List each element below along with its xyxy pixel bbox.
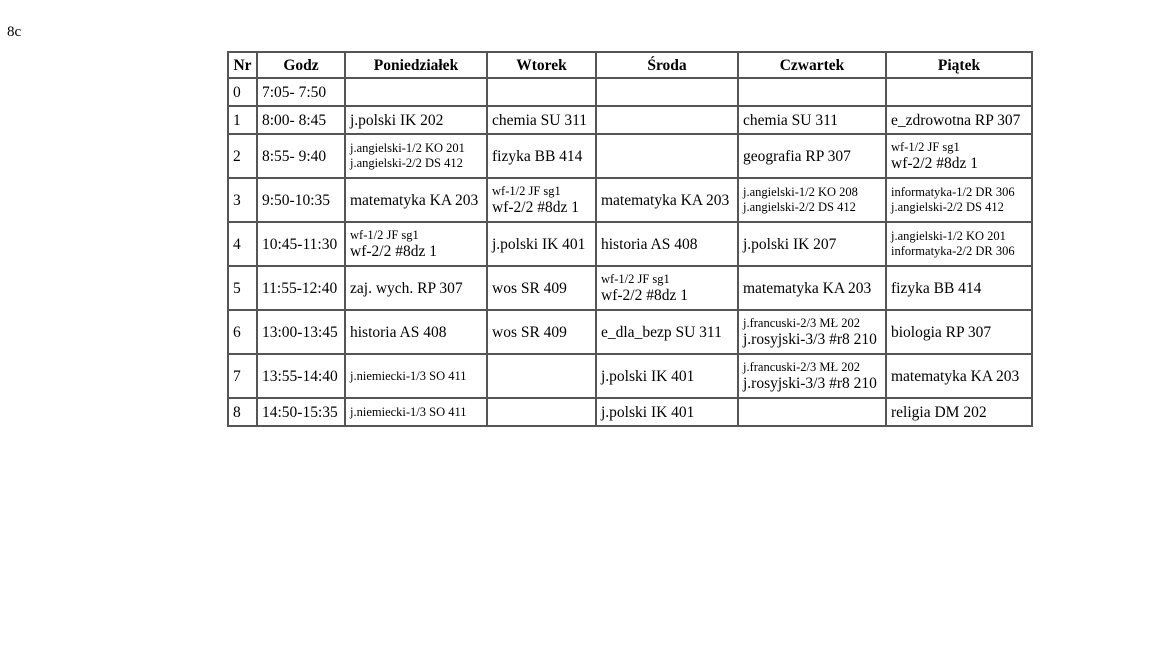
lesson-entry: fizyka BB 414 [891, 279, 982, 297]
table-row [228, 310, 1032, 354]
lesson-cell-piatek [886, 106, 1032, 134]
lesson-cell-poniedzialek [345, 178, 487, 222]
lesson-cell-wtorek [487, 266, 596, 310]
table-row [228, 134, 1032, 178]
timetable-body [228, 78, 1032, 426]
lesson-cell-sroda [596, 354, 738, 398]
lesson-entry: chemia SU 311 [743, 111, 838, 129]
lesson-cell-czwartek [738, 310, 886, 354]
lesson-time: 13:55-14:40 [257, 354, 345, 398]
lesson-entry: matematyka KA 203 [350, 191, 479, 209]
lesson-entry: j.francuski-2/3 MŁ 202 [743, 316, 860, 330]
lesson-cell-poniedzialek [345, 222, 487, 266]
lesson-entry: wf-1/2 JF sg1 [601, 272, 670, 286]
lesson-entry: informatyka-1/2 DR 306 [891, 185, 1015, 199]
lesson-time: 7:05- 7:50 [257, 78, 345, 106]
header-sroda: Środa [596, 52, 738, 78]
lesson-time: 10:45-11:30 [257, 222, 345, 266]
lesson-entry: j.niemiecki-1/3 SO 411 [350, 368, 467, 383]
lesson-entry: wf-2/2 #8dz 1 [891, 155, 978, 172]
lesson-cell-wtorek [487, 134, 596, 178]
lesson-entry: historia AS 408 [601, 235, 698, 253]
lesson-cell-piatek [886, 134, 1032, 178]
lesson-number: 8 [228, 398, 257, 426]
lesson-cell-sroda [596, 106, 738, 134]
lesson-cell-piatek [886, 398, 1032, 426]
lesson-entry: wf-2/2 #8dz 1 [601, 287, 688, 304]
lesson-entry: zaj. wych. RP 307 [350, 279, 463, 297]
lesson-time: 11:55-12:40 [257, 266, 345, 310]
lesson-entry: wf-1/2 JF sg1 [891, 140, 960, 154]
header-wtorek: Wtorek [487, 52, 596, 78]
lesson-entry: j.polski IK 401 [601, 403, 695, 421]
lesson-number: 1 [228, 106, 257, 134]
lesson-number: 0 [228, 78, 257, 106]
lesson-number: 2 [228, 134, 257, 178]
lesson-cell-sroda [596, 398, 738, 426]
lesson-cell-poniedzialek [345, 354, 487, 398]
lesson-entry: religia DM 202 [891, 403, 987, 421]
lesson-cell-sroda [596, 310, 738, 354]
lesson-entry: wf-1/2 JF sg1 [492, 184, 561, 198]
lesson-time: 13:00-13:45 [257, 310, 345, 354]
lesson-cell-poniedzialek [345, 266, 487, 310]
lesson-entry: historia AS 408 [350, 323, 447, 341]
header-row [228, 52, 1032, 78]
header-piatek: Piątek [886, 52, 1032, 78]
lesson-entry: j.francuski-2/3 MŁ 202 [743, 360, 860, 374]
lesson-entry: matematyka KA 203 [601, 191, 730, 209]
lesson-number: 5 [228, 266, 257, 310]
lesson-cell-poniedzialek [345, 134, 487, 178]
lesson-entry: e_dla_bezp SU 311 [601, 323, 722, 341]
lesson-cell-czwartek [738, 354, 886, 398]
table-row [228, 266, 1032, 310]
lesson-entry: wos SR 409 [492, 323, 567, 341]
lesson-cell-czwartek [738, 398, 886, 426]
lesson-entry: matematyka KA 203 [743, 279, 872, 297]
header-poniedzialek: Poniedziałek [345, 52, 487, 78]
lesson-cell-poniedzialek [345, 310, 487, 354]
timetable [227, 51, 1033, 427]
lesson-number: 4 [228, 222, 257, 266]
lesson-cell-wtorek [487, 178, 596, 222]
lesson-cell-czwartek [738, 78, 886, 106]
lesson-entry: wos SR 409 [492, 279, 567, 297]
lesson-entry: j.rosyjski-3/3 #r8 210 [743, 331, 877, 348]
lesson-cell-czwartek [738, 134, 886, 178]
lesson-entry: biologia RP 307 [891, 323, 992, 341]
lesson-cell-wtorek [487, 354, 596, 398]
lesson-entry: j.rosyjski-3/3 #r8 210 [743, 375, 877, 392]
lesson-cell-piatek [886, 266, 1032, 310]
lesson-cell-poniedzialek [345, 106, 487, 134]
lesson-entry: matematyka KA 203 [891, 367, 1020, 385]
table-row [228, 178, 1032, 222]
table-row [228, 398, 1032, 426]
lesson-entry: j.polski IK 401 [492, 235, 586, 253]
lesson-entry: informatyka-2/2 DR 306 [891, 244, 1015, 258]
lesson-cell-wtorek [487, 78, 596, 106]
lesson-cell-wtorek [487, 310, 596, 354]
table-row [228, 106, 1032, 134]
lesson-number: 6 [228, 310, 257, 354]
lesson-entry: j.angielski-2/2 DS 412 [743, 200, 856, 214]
header-nr: Nr [228, 52, 257, 78]
lesson-cell-sroda [596, 222, 738, 266]
lesson-cell-czwartek [738, 222, 886, 266]
lesson-entry: j.polski IK 401 [601, 367, 695, 385]
lesson-cell-czwartek [738, 178, 886, 222]
lesson-number: 3 [228, 178, 257, 222]
lesson-entry: j.angielski-2/2 DS 412 [350, 156, 463, 170]
lesson-entry: j.angielski-2/2 DS 412 [891, 200, 1004, 214]
class-title: 8c [7, 24, 22, 40]
lesson-time: 9:50-10:35 [257, 178, 345, 222]
lesson-entry: j.polski IK 202 [350, 111, 444, 129]
lesson-cell-wtorek [487, 106, 596, 134]
lesson-cell-sroda [596, 266, 738, 310]
lesson-entry: wf-1/2 JF sg1 [350, 228, 419, 242]
lesson-cell-poniedzialek [345, 398, 487, 426]
lesson-entry: j.niemiecki-1/3 SO 411 [350, 404, 467, 419]
lesson-cell-piatek [886, 222, 1032, 266]
lesson-cell-sroda [596, 134, 738, 178]
lesson-time: 14:50-15:35 [257, 398, 345, 426]
lesson-cell-czwartek [738, 106, 886, 134]
lesson-cell-piatek [886, 178, 1032, 222]
lesson-entry: e_zdrowotna RP 307 [891, 111, 1021, 129]
lesson-number: 7 [228, 354, 257, 398]
lesson-cell-poniedzialek [345, 78, 487, 106]
lesson-entry: fizyka BB 414 [492, 147, 583, 165]
lesson-cell-piatek [886, 354, 1032, 398]
lesson-entry: wf-2/2 #8dz 1 [492, 199, 579, 216]
lesson-entry: geografia RP 307 [743, 147, 851, 165]
lesson-time: 8:00- 8:45 [257, 106, 345, 134]
lesson-entry: j.angielski-1/2 KO 208 [743, 185, 858, 199]
lesson-entry: j.angielski-1/2 KO 201 [891, 229, 1006, 243]
lesson-cell-czwartek [738, 266, 886, 310]
lesson-entry: j.angielski-1/2 KO 201 [350, 141, 465, 155]
lesson-cell-wtorek [487, 222, 596, 266]
lesson-time: 8:55- 9:40 [257, 134, 345, 178]
table-row [228, 354, 1032, 398]
lesson-cell-sroda [596, 178, 738, 222]
header-czwartek: Czwartek [738, 52, 886, 78]
table-row [228, 222, 1032, 266]
lesson-cell-piatek [886, 310, 1032, 354]
lesson-entry: wf-2/2 #8dz 1 [350, 243, 437, 260]
table-row [228, 78, 1032, 106]
lesson-cell-sroda [596, 78, 738, 106]
header-godz: Godz [257, 52, 345, 78]
lesson-entry: j.polski IK 207 [743, 235, 837, 253]
lesson-cell-wtorek [487, 398, 596, 426]
lesson-entry: chemia SU 311 [492, 111, 587, 129]
lesson-cell-piatek [886, 78, 1032, 106]
